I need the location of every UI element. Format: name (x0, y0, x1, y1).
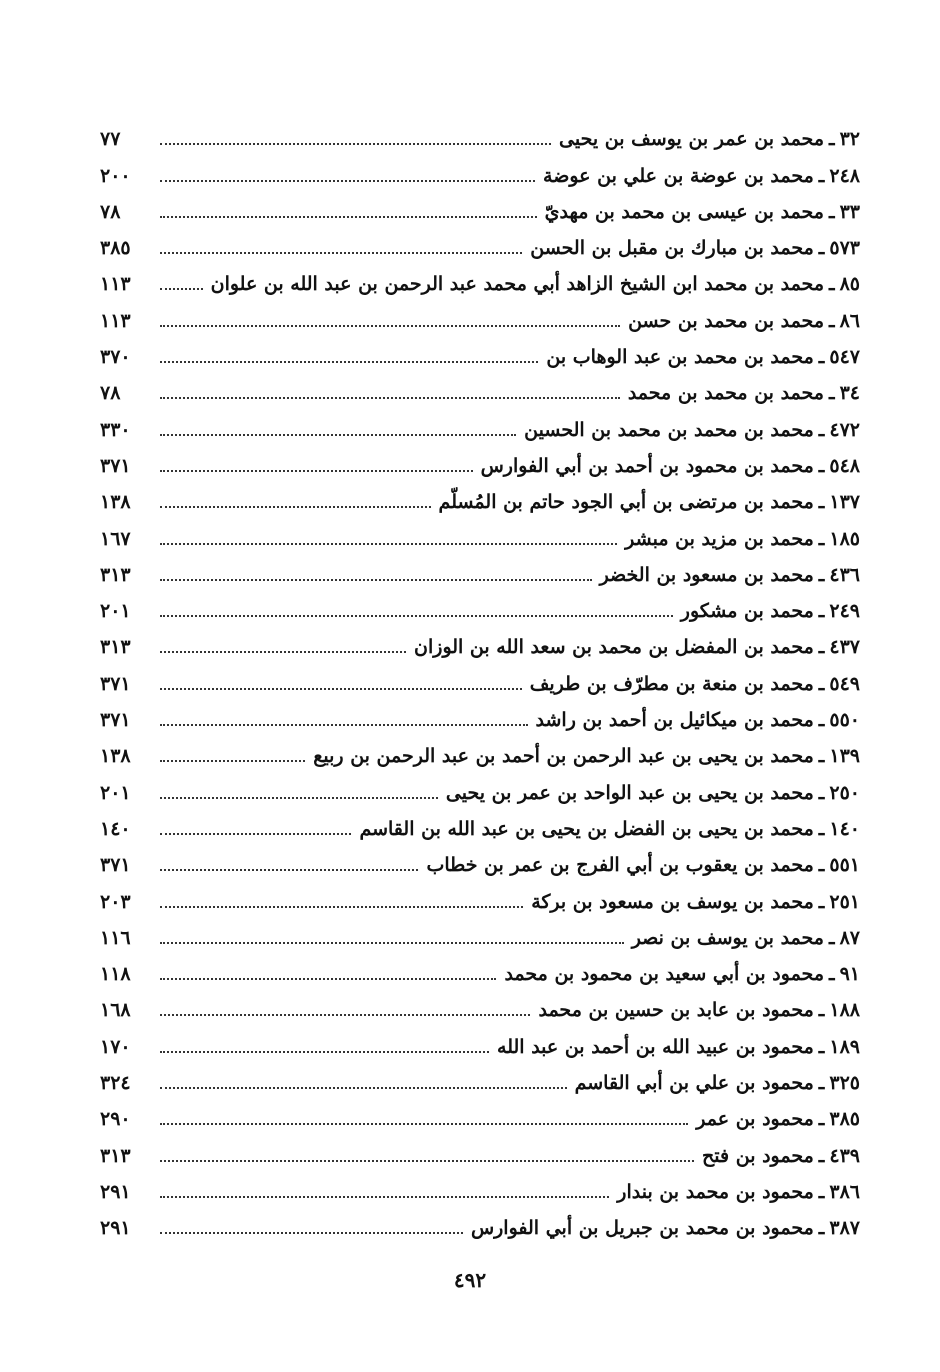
index-entry (100, 950, 860, 986)
entry-page: ٣١٣ (100, 563, 131, 586)
index-entry (100, 442, 860, 478)
leader-dots (160, 833, 351, 835)
leader-dots (160, 906, 523, 908)
index-entry (100, 1022, 860, 1058)
index-entry (100, 514, 860, 550)
entry-number: ٣٨٦ (829, 1180, 860, 1203)
index-entry (100, 587, 860, 623)
entry-name: محمد بن يحيى بن الفضل بن يحيى بن عبد الله بن القاسم (359, 817, 814, 840)
entry-page: ٣٣٠ (100, 418, 131, 441)
index-entry (100, 914, 860, 950)
entry-separator: ـ (818, 527, 825, 550)
leader-dots (160, 579, 592, 581)
leader-dots (160, 1196, 609, 1198)
entry-page: ١٣٨ (100, 491, 131, 514)
entry-number: ٤٣٦ (829, 563, 860, 586)
entry-name: محمد بن ميكائيل بن أحمد بن راشد (535, 709, 814, 732)
entry-name: محمد بن محمد بن حسن (628, 309, 824, 332)
entry-separator: ـ (829, 963, 835, 986)
leader-dots (160, 978, 496, 980)
index-entry (100, 478, 860, 514)
entry-name: محمد بن محمد بن عبد الوهاب بن (546, 346, 814, 369)
entry-separator: ـ (818, 454, 825, 477)
leader-dots (160, 143, 551, 145)
index-entry (100, 333, 860, 369)
entry-number: ٥٤٧ (829, 346, 860, 369)
entry-number: ٣٢٥ (829, 1072, 860, 1095)
index-entry (100, 623, 860, 659)
entry-name: محمود بن عبيد الله بن أحمد بن عبد الله (497, 1035, 814, 1058)
entry-page: ١١٣ (100, 273, 131, 296)
entry-page: ١١٦ (100, 926, 131, 949)
index-entry (100, 768, 860, 804)
entry-page: ٣٧٠ (100, 346, 131, 369)
entry-name: محمد بن مزيد بن مبشر (625, 527, 814, 550)
entry-separator: ـ (818, 1144, 825, 1167)
leader-dots (160, 760, 305, 762)
index-list (100, 115, 860, 1240)
index-entry (100, 551, 860, 587)
entry-name: محمد بن يحيى بن عبد الرحمن بن أحمد بن عبد الرحمن بن ربيع (313, 745, 814, 768)
entry-name: محمد بن يوسف بن مسعود بن بركة (531, 890, 814, 913)
entry-separator: ـ (818, 1072, 825, 1095)
leader-dots (160, 216, 537, 218)
index-entry (100, 260, 860, 296)
entry-page: ٣٧١ (100, 672, 131, 695)
entry-separator: ـ (818, 817, 825, 840)
entry-number: ٣٨٧ (829, 1217, 860, 1240)
entry-name: محمد بن مبارك بن مقبل بن الحسن (530, 237, 814, 260)
entry-number: ١٣٧ (829, 491, 860, 514)
index-entry (100, 296, 860, 332)
entry-separator: ـ (818, 1217, 825, 1240)
entry-page: ١٦٧ (100, 527, 131, 550)
entry-name: محمد بن محمد ابن الشيخ الزاهد أبي محمد عبد الرحمن بن عبد الله بن علوان (210, 273, 824, 296)
entry-page: ٢٩١ (100, 1180, 131, 1203)
index-entry (100, 877, 860, 913)
leader-dots (160, 434, 516, 436)
entry-page: ٢٩٠ (100, 1108, 131, 1131)
entry-name: محمود بن أبي سعيد بن محمود بن محمد (504, 963, 824, 986)
entry-page: ١١٨ (100, 963, 131, 986)
entry-name: محمد بن عوضة بن علي بن عوضة (543, 164, 814, 187)
entry-number: ٨٧ (839, 926, 860, 949)
index-entry (100, 115, 860, 151)
entry-separator: ـ (818, 636, 825, 659)
entry-number: ٢٥١ (829, 890, 860, 913)
entry-page: ٧٧ (100, 128, 121, 151)
entry-page: ٢٠١ (100, 600, 131, 623)
leader-dots (160, 615, 673, 617)
index-entry (100, 188, 860, 224)
entry-separator: ـ (818, 164, 825, 187)
entry-page: ١٦٨ (100, 999, 131, 1022)
leader-dots (160, 288, 203, 290)
entry-number: ٥٧٣ (829, 237, 860, 260)
leader-dots (160, 1087, 567, 1089)
entry-number: ١٨٥ (829, 527, 860, 550)
leader-dots (160, 1160, 694, 1162)
leader-dots (160, 797, 438, 799)
entry-separator: ـ (818, 854, 825, 877)
index-entry (100, 1168, 860, 1204)
leader-dots (160, 688, 522, 690)
leader-dots (160, 1014, 530, 1016)
index-entry (100, 841, 860, 877)
entry-number: ٥٥٠ (829, 709, 860, 732)
entry-name: محمد بن محمد بن محمد بن الحسين (524, 418, 814, 441)
entry-number: ٨٥ (839, 273, 860, 296)
entry-separator: ـ (818, 781, 825, 804)
index-entry (100, 224, 860, 260)
index-entry (100, 1095, 860, 1131)
entry-separator: ـ (829, 309, 835, 332)
entry-name: محمد بن عيسى بن محمد بن مهديّ (544, 200, 824, 223)
index-entry (100, 659, 860, 695)
entry-number: ٩١ (839, 963, 860, 986)
leader-dots (160, 470, 473, 472)
entry-name: محمد بن منعة بن مطرّف بن طريف (529, 672, 814, 695)
leader-dots (160, 1123, 688, 1125)
entry-number: ١٤٠ (829, 817, 860, 840)
entry-separator: ـ (818, 1180, 825, 1203)
entry-name: محمد بن يعقوب بن أبي الفرج بن عمر بن خطاب (426, 854, 814, 877)
entry-name: محمود بن عمر (696, 1108, 814, 1131)
leader-dots (160, 942, 624, 944)
entry-name: محمود بن محمد بن جبريل بن أبي الفوارس (470, 1217, 814, 1240)
entry-separator: ـ (818, 999, 825, 1022)
entry-number: ٥٤٩ (829, 672, 860, 695)
entry-page: ٣٧١ (100, 454, 131, 477)
entry-number: ٣٤ (839, 382, 860, 405)
entry-separator: ـ (829, 273, 835, 296)
entry-name: محمد بن مشكور (680, 600, 814, 623)
entry-page: ١٣٨ (100, 745, 131, 768)
entry-number: ٤٣٩ (829, 1144, 860, 1167)
entry-page: ١١٣ (100, 309, 131, 332)
index-entry (100, 369, 860, 405)
entry-number: ١٨٨ (829, 999, 860, 1022)
entry-page: ٣٧١ (100, 854, 131, 877)
entry-number: ٣٨٥ (829, 1108, 860, 1131)
entry-separator: ـ (818, 418, 825, 441)
index-entry (100, 1059, 860, 1095)
leader-dots (160, 361, 538, 363)
index-entry (100, 696, 860, 732)
entry-page: ٣١٣ (100, 1144, 131, 1167)
entry-page: ٢٠٣ (100, 890, 131, 913)
leader-dots (160, 180, 535, 182)
leader-dots (160, 252, 522, 254)
index-entry (100, 986, 860, 1022)
leader-dots (160, 651, 406, 653)
entry-number: ٢٥٠ (829, 781, 860, 804)
entry-separator: ـ (818, 745, 825, 768)
entry-page: ٣٢٤ (100, 1072, 131, 1095)
leader-dots (160, 724, 528, 726)
page-number: ٤٩٢ (453, 1268, 487, 1292)
entry-name: محمد بن مسعود بن الخضر (599, 563, 814, 586)
index-entry (100, 405, 860, 441)
entry-separator: ـ (818, 1035, 825, 1058)
entry-page: ٣١٣ (100, 636, 131, 659)
entry-page: ٧٨ (100, 382, 121, 405)
leader-dots (160, 1232, 463, 1234)
leader-dots (160, 543, 617, 545)
entry-number: ٤٣٧ (829, 636, 860, 659)
entry-number: ١٣٩ (829, 745, 860, 768)
entry-number: ٤٧٢ (829, 418, 860, 441)
entry-separator: ـ (818, 563, 825, 586)
leader-dots (160, 325, 620, 327)
entry-separator: ـ (829, 128, 835, 151)
entry-page: ٧٨ (100, 200, 121, 223)
entry-page: ٢٠١ (100, 781, 131, 804)
entry-page: ٢٠٠ (100, 164, 131, 187)
index-entry (100, 151, 860, 187)
leader-dots (160, 869, 418, 871)
entry-name: محمد بن محمد بن محمد (627, 382, 824, 405)
entry-name: محمود بن فتح (702, 1144, 814, 1167)
entry-name: محمد بن مرتضى بن أبي الجود حاتم بن المُسلّم (438, 491, 814, 514)
entry-number: ٢٤٩ (829, 600, 860, 623)
entry-name: محمود بن عابد بن حسين بن محمد (538, 999, 814, 1022)
entry-name: محمد بن محمود بن أحمد بن أبي الفوارس (480, 454, 814, 477)
index-entry (100, 1204, 860, 1240)
entry-name: محمد بن عمر بن يوسف بن يحيى (559, 128, 824, 151)
leader-dots (160, 397, 620, 399)
entry-separator: ـ (818, 890, 825, 913)
entry-separator: ـ (818, 491, 825, 514)
entry-number: ٥٤٨ (829, 454, 860, 477)
entry-separator: ـ (818, 709, 825, 732)
entry-separator: ـ (818, 600, 825, 623)
index-entry (100, 732, 860, 768)
entry-number: ٣٢ (839, 128, 860, 151)
entry-page: ١٧٠ (100, 1035, 131, 1058)
leader-dots (160, 1051, 489, 1053)
entry-number: ٨٦ (839, 309, 860, 332)
entry-number: ٣٣ (839, 200, 860, 223)
entry-separator: ـ (829, 926, 835, 949)
index-entry (100, 1131, 860, 1167)
entry-number: ١٨٩ (829, 1035, 860, 1058)
entry-number: ٢٤٨ (829, 164, 860, 187)
leader-dots (160, 506, 431, 508)
entry-page: ١٤٠ (100, 817, 131, 840)
entry-page: ٣٧١ (100, 709, 131, 732)
entry-name: محمد بن يحيى بن عبد الواحد بن عمر بن يحيى (445, 781, 814, 804)
entry-number: ٥٥١ (829, 854, 860, 877)
entry-separator: ـ (829, 200, 835, 223)
entry-separator: ـ (818, 346, 825, 369)
entry-separator: ـ (829, 382, 835, 405)
entry-name: محمد بن يوسف بن نصر (631, 926, 824, 949)
entry-separator: ـ (818, 237, 825, 260)
entry-name: محمود بن علي بن أبي القاسم (574, 1072, 814, 1095)
entry-name: محمود بن محمد بن بندار (617, 1180, 814, 1203)
entry-page: ٢٩١ (100, 1217, 131, 1240)
entry-separator: ـ (818, 1108, 825, 1131)
entry-page: ٣٨٥ (100, 237, 131, 260)
entry-separator: ـ (818, 672, 825, 695)
entry-name: محمد بن المفضل بن محمد بن سعد الله بن الوزان (414, 636, 814, 659)
index-entry (100, 805, 860, 841)
